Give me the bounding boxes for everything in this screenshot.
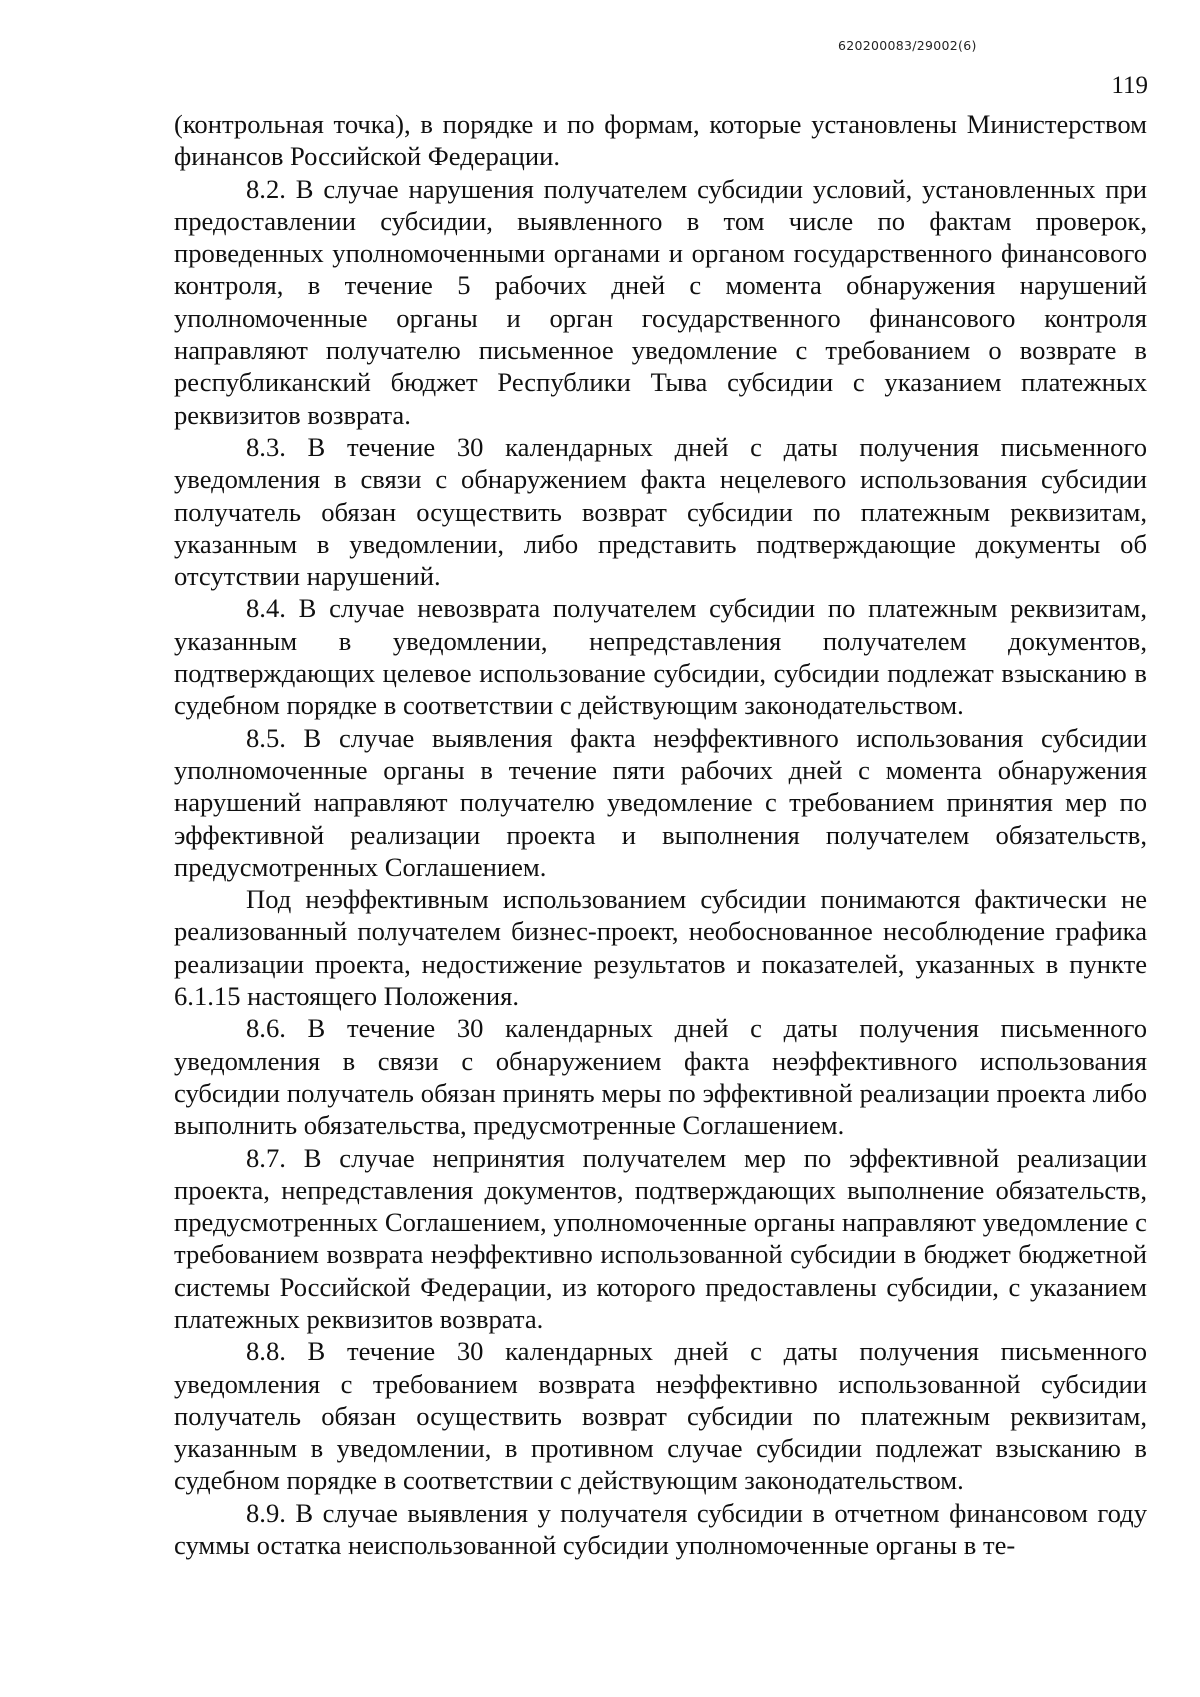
paragraph-8-9: 8.9. В случае выявления у получателя субсидии в отчетном финансовом году суммы остатка неиспользованной субсидии уполномоченные органы в те- [174, 1497, 1147, 1561]
paragraph-continuation: (контрольная точка), в порядке и по формам, которые установлены Министерством финансов Российской Федерации. [174, 109, 1147, 172]
paragraph-8-8: 8.8. В течение 30 календарных дней с даты получения письменного уведомления с требованием возврата неэффективно использованной субсидии получатель обязан осуществить возврат субсидии по платежным реквизитам, указанным в уведомлении, в противном случае субсидии подлежат взысканию в судебном порядке в соответствии с действующим законодательством. [174, 1336, 1147, 1496]
paragraph-8-2: 8.2. В случае нарушения получателем субсидии условий, установленных при предоставлении субсидии, выявленного в том числе по фактам проверок, проведенных уполномоченными органами и органом государственного финансового контроля, в течение 5 рабочих дней с момента обнаружения нарушений уполномоченные органы и орган государственного финансового контроля направляют получателю письменное уведомление с требованием о возврате в республиканский бюджет Республики Тыва субсидии с указанием платежных реквизитов возврата. [174, 173, 1147, 430]
paragraph-8-5: 8.5. В случае выявления факта неэффективного использования субсидии уполномоченные органы в течение пяти рабочих дней с момента обнаружения нарушений направляют получателю уведомление с требованием принятия мер по эффективной реализации проекта и выполнения получателем обязательств, предусмотренных Соглашением. [174, 722, 1147, 882]
document-body [174, 108, 1147, 1561]
page-number: 119 [1111, 72, 1148, 99]
paragraph-definition: Под неэффективным использованием субсидии понимаются фактически не реализованный получателем бизнес-проект, необоснованное несоблюдение графика реализации проекта, недостижение результатов и показателей, указанных в пункте 6.1.15 настоящего Положения. [174, 884, 1147, 1012]
paragraph-8-7: 8.7. В случае непринятия получателем мер по эффективной реализации проекта, непредставления документов, подтверждающих выполнение обязательств, предусмотренных Соглашением, уполномоченные органы направляют уведомление с требованием возврата неэффективно использованной субсидии в бюджет бюджетной системы Российской Федерации, из которого предоставлены субсидии, с указанием платежных реквизитов возврата. [174, 1142, 1147, 1334]
paragraph-8-3: 8.3. В течение 30 календарных дней с даты получения письменного уведомления в связи с обнаружением факта нецелевого использования субсидии получатель обязан осуществить возврат субсидии по платежным реквизитам, указанным в уведомлении, либо представить подтверждающие документы об отсутствии нарушений. [174, 431, 1147, 592]
document-id: 620200083/29002(6) [838, 38, 977, 53]
paragraph-8-4: 8.4. В случае невозврата получателем субсидии по платежным реквизитам, указанным в уведомлении, непредставления получателем документов, подтверждающих целевое использование субсидии, субсидии подлежат взысканию в судебном порядке в соответствии с действующим законодательством. [174, 593, 1147, 721]
paragraph-8-6: 8.6. В течение 30 календарных дней с даты получения письменного уведомления в связи с обнаружением факта неэффективного использования субсидии получатель обязан принять меры по эффективной реализации проекта либо выполнить обязательства, предусмотренные Соглашением. [174, 1013, 1147, 1141]
